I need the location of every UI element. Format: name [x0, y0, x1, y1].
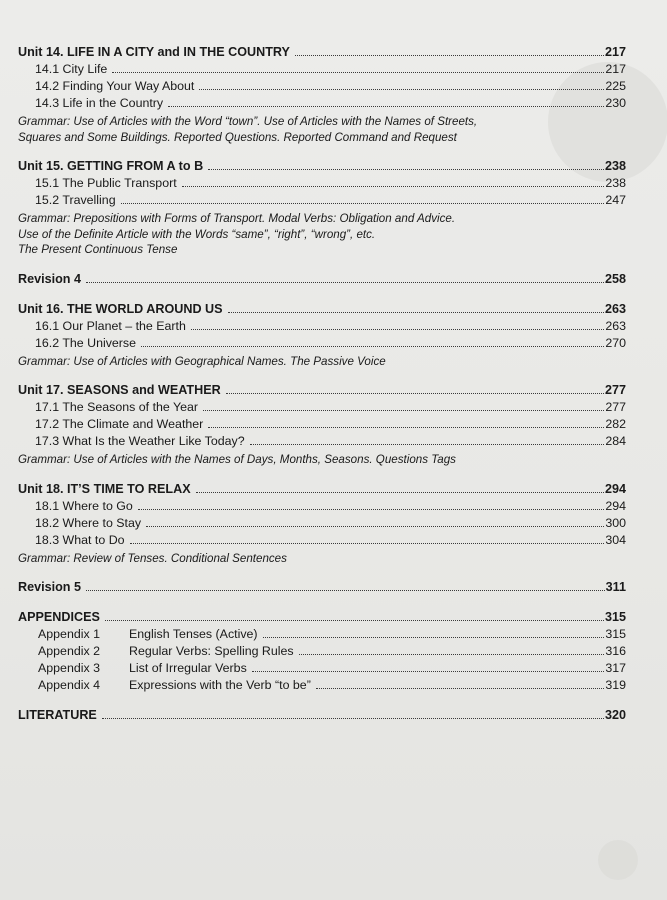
appendices-section: [18, 609, 626, 694]
page-number: 315: [605, 627, 626, 641]
appendix-row: [18, 643, 626, 660]
unit-title: Unit 14. LIFE IN A CITY and IN THE COUNTRY: [18, 45, 290, 59]
dot-leader: [102, 707, 604, 719]
lesson-row: [18, 498, 626, 515]
page-number: 320: [604, 708, 626, 722]
lesson-title: 14.2 Finding Your Way About: [35, 79, 195, 93]
dot-leader: [141, 335, 604, 347]
dot-leader: [86, 579, 605, 591]
page-number: 315: [604, 610, 626, 624]
dot-leader: [199, 78, 604, 90]
dot-leader: [121, 192, 605, 204]
lesson-row: [18, 399, 626, 416]
lesson-row: [18, 95, 626, 112]
appendix-title: Expressions with the Verb “to be”: [129, 678, 311, 692]
lesson-row: [18, 515, 626, 532]
unit-heading: [18, 301, 626, 318]
lesson-title: 14.3 Life in the Country: [35, 96, 164, 110]
dot-leader: [105, 609, 604, 621]
revision-section: [18, 271, 626, 288]
lesson-row: [18, 61, 626, 78]
lesson-row: [18, 175, 626, 192]
dot-leader: [316, 677, 604, 689]
dot-leader: [295, 44, 604, 56]
dot-leader: [203, 399, 604, 411]
page-number: 230: [605, 96, 626, 110]
unit-section: [18, 301, 626, 370]
unit-title: Unit 15. GETTING FROM A to B: [18, 159, 204, 173]
lesson-title: 18.2 Where to Stay: [35, 515, 142, 530]
revision-title: Revision 5: [18, 580, 81, 594]
unit-section: [18, 158, 626, 258]
lesson-row: [18, 78, 626, 95]
lesson-title: 15.1 The Public Transport: [35, 176, 177, 190]
appendices-title: APPENDICES: [18, 610, 100, 624]
background-ghost-circle: [598, 840, 638, 880]
dot-leader: [226, 382, 604, 394]
lesson-title: 17.1 The Seasons of the Year: [35, 400, 199, 414]
revision-section: [18, 579, 626, 596]
unit-heading: [18, 481, 626, 498]
dot-leader: [263, 626, 605, 638]
page-number: 294: [604, 481, 626, 496]
dot-leader: [208, 416, 604, 428]
page-number: 316: [605, 644, 626, 658]
lesson-title: 18.3 What to Do: [35, 532, 125, 547]
dot-leader: [191, 318, 604, 330]
page-number: 238: [605, 176, 626, 190]
lesson-title: 14.1 City Life: [35, 62, 108, 76]
dot-leader: [112, 61, 604, 73]
lesson-row: [18, 192, 626, 209]
page-number: 247: [605, 193, 626, 207]
revision-heading: [18, 271, 626, 288]
appendix-title: English Tenses (Active): [129, 627, 258, 641]
dot-leader: [252, 660, 605, 672]
page-number: 317: [605, 661, 626, 675]
grammar-note: Grammar: Use of Articles with Geographical Names. The Passive Voice: [18, 354, 386, 368]
page-number: 282: [605, 417, 626, 431]
appendix-label: Appendix 2: [38, 644, 101, 658]
unit-heading: [18, 158, 626, 175]
grammar-note: Grammar: Prepositions with Forms of Transport. Modal Verbs: Obligation and Advice. Use of the Definite Article with the Words “same”, “right”, “wrong”, etc. The Present Continuous Tense: [18, 212, 456, 256]
dot-leader: [208, 158, 604, 170]
page-number: 284: [605, 434, 626, 448]
table-of-contents: [18, 44, 626, 737]
revision-heading: [18, 579, 626, 596]
page-number: 294: [605, 498, 626, 513]
lesson-title: 17.2 The Climate and Weather: [35, 417, 204, 431]
dot-leader: [299, 643, 605, 655]
page-number: 277: [605, 400, 626, 414]
page-number: 225: [605, 79, 626, 93]
unit-title: Unit 17. SEASONS and WEATHER: [18, 383, 221, 397]
page-number: 311: [605, 580, 626, 594]
literature-section: [18, 707, 626, 724]
unit-heading: [18, 44, 626, 61]
dot-leader: [196, 481, 604, 493]
lesson-row: [18, 416, 626, 433]
appendix-row: [18, 626, 626, 643]
page-number: 270: [605, 335, 626, 350]
lesson-title: 17.3 What Is the Weather Like Today?: [35, 434, 245, 448]
unit-section: [18, 44, 626, 145]
grammar-note: Grammar: Use of Articles with the Word “town”. Use of Articles with the Names of Streets, Squares and Some Buildings. Reported Questions. Reported Command and Request: [18, 115, 478, 144]
dot-leader: [168, 95, 604, 107]
unit-section: [18, 382, 626, 468]
literature-heading: [18, 707, 626, 724]
page-number: 263: [604, 301, 626, 316]
dot-leader: [182, 175, 605, 187]
unit-title: Unit 16. THE WORLD AROUND US: [18, 301, 223, 316]
dot-leader: [138, 498, 605, 510]
grammar-note: Grammar: Use of Articles with the Names of Days, Months, Seasons. Questions Tags: [18, 453, 456, 466]
appendix-label: Appendix 4: [38, 678, 101, 692]
page-number: 217: [604, 45, 626, 59]
appendix-row: [18, 677, 626, 694]
lesson-row: [18, 433, 626, 450]
unit-section: [18, 481, 626, 567]
grammar-note: Grammar: Review of Tenses. Conditional Sentences: [18, 551, 287, 565]
appendix-title: List of Irregular Verbs: [129, 661, 247, 675]
lesson-row: [18, 318, 626, 335]
unit-title: Unit 18. IT’S TIME TO RELAX: [18, 481, 191, 496]
appendix-label: Appendix 1: [38, 627, 101, 641]
dot-leader: [146, 515, 604, 527]
lesson-row: [18, 532, 626, 549]
appendix-title: Regular Verbs: Spelling Rules: [129, 644, 294, 658]
dot-leader: [228, 301, 604, 313]
page-number: 217: [605, 62, 626, 76]
page-number: 238: [604, 159, 626, 173]
appendix-label: Appendix 3: [38, 661, 101, 675]
lesson-title: 18.1 Where to Go: [35, 498, 133, 513]
literature-title: LITERATURE: [18, 708, 97, 722]
dot-leader: [86, 271, 604, 283]
lesson-title: 15.2 Travelling: [35, 193, 116, 207]
dot-leader: [130, 532, 605, 544]
lesson-title: 16.1 Our Planet – the Earth: [35, 318, 186, 333]
lesson-row: [18, 335, 626, 352]
unit-heading: [18, 382, 626, 399]
page-number: 277: [604, 383, 626, 397]
appendices-heading: [18, 609, 626, 626]
page-number: 304: [605, 532, 626, 547]
revision-title: Revision 4: [18, 271, 81, 286]
lesson-title: 16.2 The Universe: [35, 335, 137, 350]
page-number: 263: [605, 318, 626, 333]
dot-leader: [250, 433, 605, 445]
page-number: 300: [605, 515, 626, 530]
appendix-row: [18, 660, 626, 677]
page-number: 258: [604, 271, 626, 286]
page-number: 319: [605, 678, 626, 692]
